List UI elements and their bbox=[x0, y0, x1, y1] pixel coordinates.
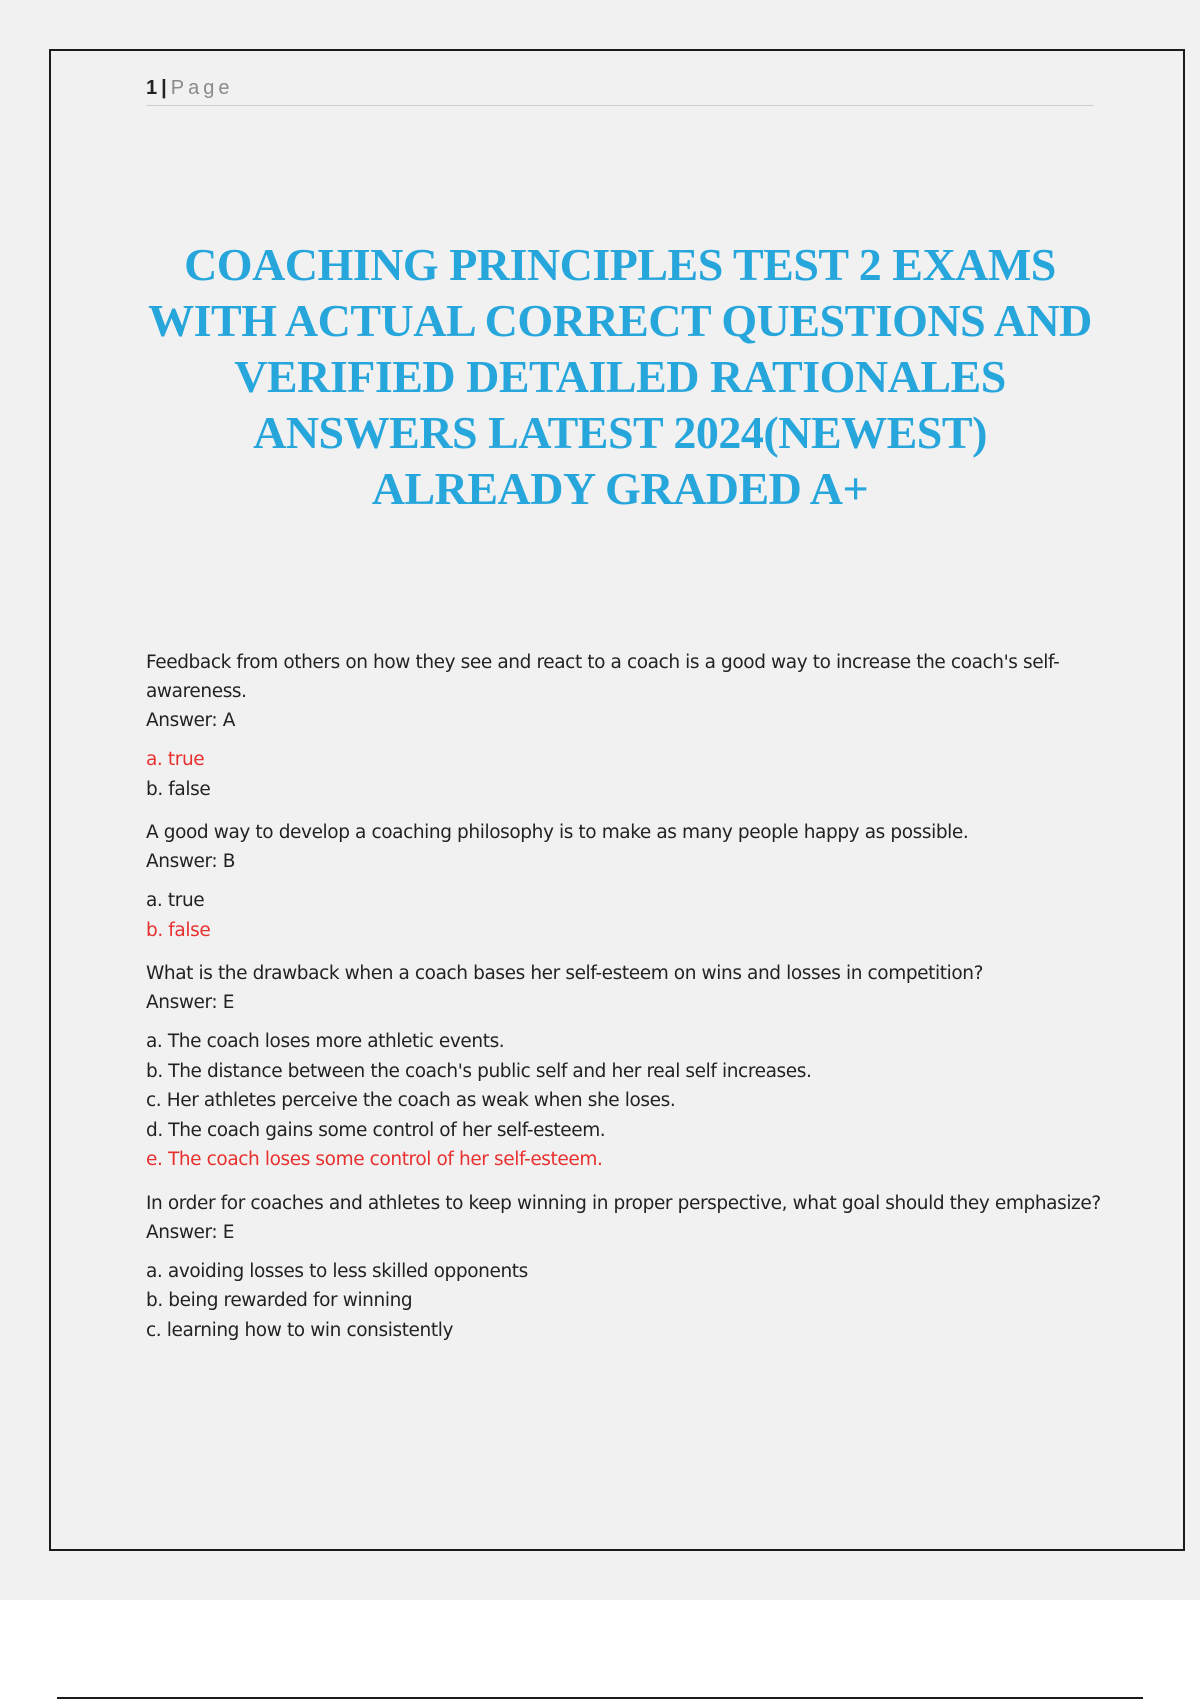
question-text: Feedback from others on how they see and react to a coach is a good way to increase the coach's self-awareness. bbox=[146, 652, 1060, 702]
option-item: b. being rewarded for winning bbox=[146, 1290, 413, 1311]
option-item: d. The coach gains some control of her self-esteem. bbox=[146, 1119, 606, 1141]
answer-key: Answer: A bbox=[146, 710, 235, 731]
question-list bbox=[146, 648, 1121, 1359]
option-item-correct: a. true bbox=[146, 749, 205, 770]
page-header bbox=[146, 75, 1094, 106]
page-number: 1 bbox=[146, 77, 158, 99]
option-item: a. The coach loses more athletic events. bbox=[146, 1031, 505, 1052]
answer-key: Answer: E bbox=[146, 992, 235, 1013]
option-item: c. learning how to win consistently bbox=[146, 1319, 454, 1341]
question-text: What is the drawback when a coach bases her self-esteem on wins and losses in competition? bbox=[146, 963, 983, 984]
document-title: COACHING PRINCIPLES TEST 2 EXAMS WITH ACTUAL CORRECT QUESTIONS AND VERIFIED DETAILED RATIONALES ANSWERS LATEST 2024(NEWEST) ALREADY GRADED A+ bbox=[148, 239, 1092, 514]
page-label: Page bbox=[170, 77, 234, 99]
answer-key: Answer: B bbox=[146, 851, 236, 872]
option-item: b. The distance between the coach's public self and her real self increases. bbox=[146, 1060, 812, 1082]
question-text: In order for coaches and athletes to keep winning in proper perspective, what goal should they emphasize? bbox=[146, 1192, 1101, 1214]
question-text: A good way to develop a coaching philosophy is to make as many people happy as possible. bbox=[146, 822, 969, 843]
document-page bbox=[49, 49, 1185, 1551]
next-page-top-rule bbox=[57, 1697, 1143, 1699]
question-block bbox=[146, 959, 1121, 1175]
option-item: b. false bbox=[146, 778, 211, 800]
option-item: a. avoiding losses to less skilled opponents bbox=[146, 1260, 528, 1282]
option-item: a. true bbox=[146, 890, 205, 911]
option-item: c. Her athletes perceive the coach as weak when she loses. bbox=[146, 1090, 676, 1111]
answer-key: Answer: E bbox=[146, 1221, 235, 1243]
option-item-correct: b. false bbox=[146, 919, 211, 941]
question-block bbox=[146, 818, 1121, 945]
question-block bbox=[146, 1189, 1121, 1346]
question-block bbox=[146, 648, 1121, 804]
page-separator: | bbox=[161, 77, 167, 99]
option-item-correct: e. The coach loses some control of her self-esteem. bbox=[146, 1149, 603, 1170]
